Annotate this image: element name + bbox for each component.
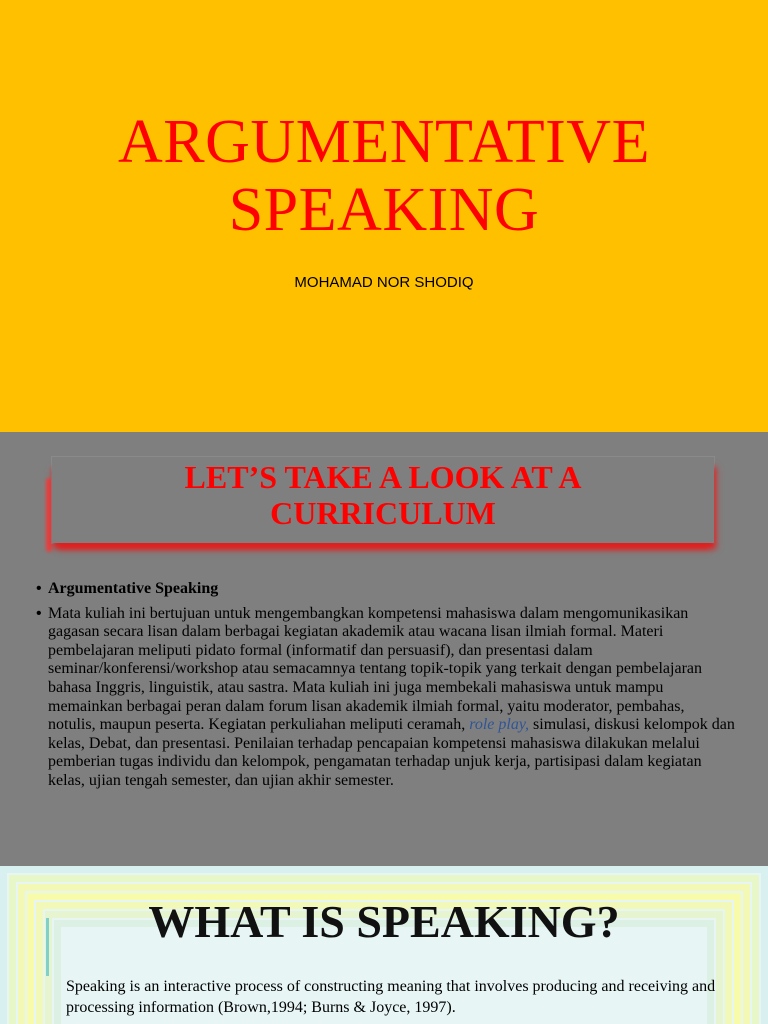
bullet-icon: • [36, 580, 42, 597]
slide-title [0, 108, 768, 244]
what-is-speaking-slide [0, 866, 768, 1024]
speaking-definition: Speaking is an interactive process of constructing meaning that involves producing and receiving and processing information (Brown,1994; Burns & Joyce, 1997). [66, 978, 716, 1016]
course-description-end: simulasi, diskusi kelompok dan kelas, Debat, dan presentasi. Penilaian terhadap pencapaian kompetensi mahasiswa dilakukan melalui pemberian tugas individu dan kelompok, pengamatan terhadap unjuk kerja, partisipasi dalam kegiatan kelas, ujian tengah semester, dan ujian akhir semester. [48, 716, 735, 789]
list-item [36, 605, 736, 791]
speaking-heading: WHAT IS SPEAKING? [148, 896, 620, 947]
course-name: Argumentative Speaking [48, 580, 219, 597]
bullet-icon: • [36, 604, 42, 622]
curriculum-heading [52, 459, 714, 531]
curriculum-heading-line2: CURRICULUM [270, 495, 496, 531]
curriculum-heading-line1: LET’S TAKE A LOOK AT A [184, 459, 582, 495]
course-description-emphasis: role play, [469, 716, 530, 734]
list-item [36, 580, 736, 599]
curriculum-slide [0, 432, 768, 866]
author-name: MOHAMAD NOR SHODIQ [294, 274, 474, 291]
title-slide [0, 0, 768, 432]
slide-title-line1: ARGUMENTATIVE [118, 108, 650, 176]
slide-title-line2: SPEAKING [228, 176, 540, 244]
course-description-start: Mata kuliah ini bertujuan untuk mengembangkan kompetensi mahasiswa dalam mengomunikasikan gagasan secara lisan dalam berbagai kegiatan akademik atau wacana lisan ilmiah formal. Materi pembelajaran meliputi pidato formal (informatif dan persuasif), dan presentasi dalam seminar/konferensi/workshop atau semacamnya tentang topik-topik yang terkait dengan pembelajaran bahasa Inggris, linguistik, atau sastra. Mata kuliah ini juga membekali mahasiswa untuk mampu memainkan berbagai peran dalam forum lisan akademik ilmiah formal, yaitu moderator, pembahas, notulis, maupun peserta. Kegiatan perkuliahan meliputi ceramah, [48, 604, 702, 734]
curriculum-bullet-list [36, 580, 736, 797]
